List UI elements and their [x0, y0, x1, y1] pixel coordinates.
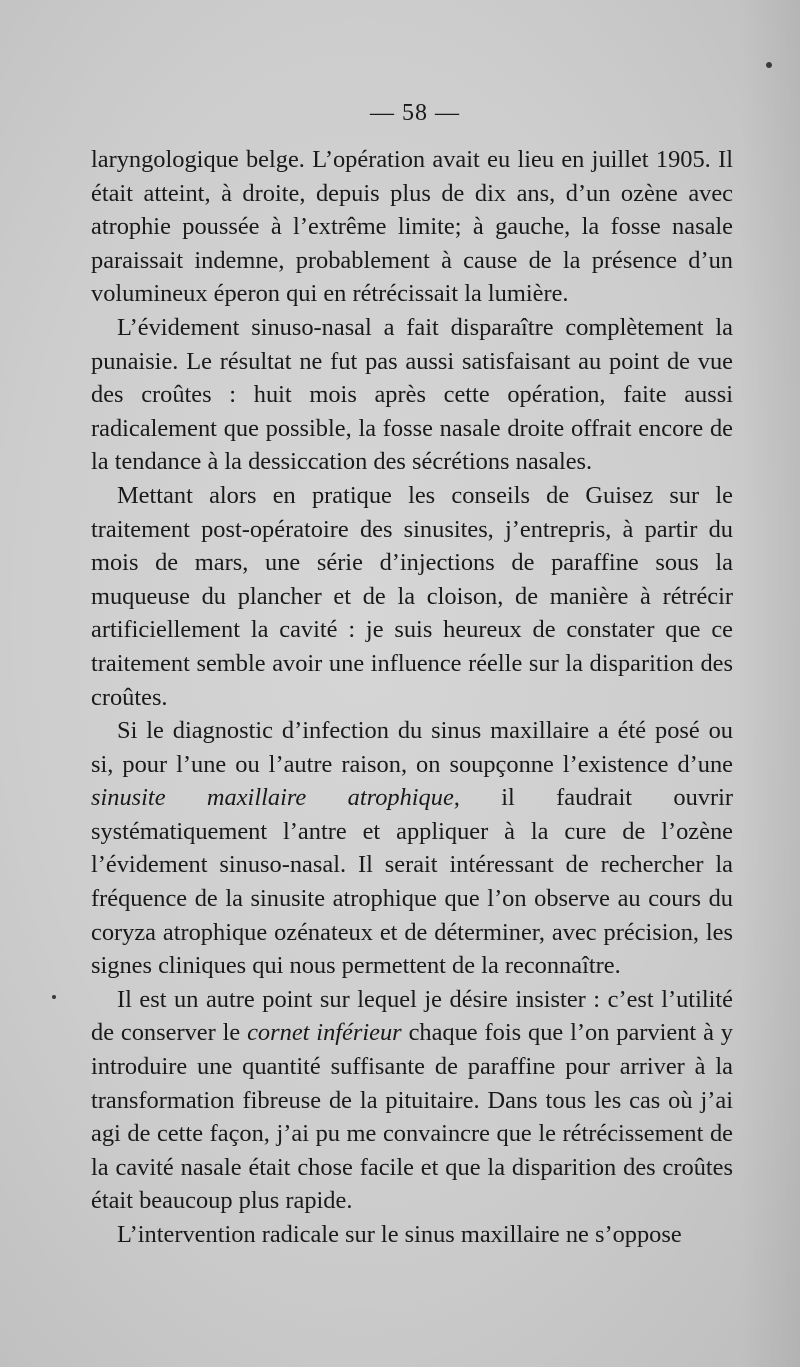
paragraph-text: Si le diagnostic d’infection du sinus maxillaire a été posé ou si, pour l’une ou l’autre raison, on soupçonne l’existence d’une [91, 717, 733, 778]
italic-text: cornet inférieur [247, 1019, 402, 1047]
paragraph [91, 983, 733, 1218]
paragraph [91, 1218, 733, 1252]
paragraph-text: Il est un autre point sur lequel je désire insister : c’est l’utilité de conserver le [91, 985, 733, 1047]
italic-text: sinusite maxillaire atrophique, [91, 784, 460, 812]
print-speck [766, 62, 772, 68]
body-text [91, 143, 733, 1252]
paragraph-text: L’évidement sinuso-nasal a fait disparaître complètement la punaisie. Le résultat ne fut pas aussi satisfaisant au point de vue des croûtes : huit mois après cette opération, faite aussi radicalement que possible, la fosse nasale droite offrait encore de la tendance à la dessiccation des sécrétions nasales. [91, 313, 733, 476]
paragraph-text: chaque fois que l’on parvient à y introduire une quantité suffisante de paraffine pour arriver à la transformation fibreuse de la pituitaire. Dans tous les cas où j’ai agi de cette façon, j’ai pu me convaincre que le rétrécissement de la cavité nasale était chose facile et que la disparition des croûtes était beaucoup plus rapide. [91, 1019, 734, 1215]
paragraph-text: L’intervention radicale sur le sinus maxillaire ne s’oppose [117, 1221, 682, 1248]
paragraph [91, 143, 733, 311]
page-edge-shadow [740, 0, 800, 1367]
paragraph-text: Mettant alors en pratique les conseils de Guisez sur le traitement post-opératoire des sinusites, j’entrepris, à partir du mois de mars, une série d’injections de paraffine sous la muqueuse du plancher et de la cloison, de manière à rétrécir artificiellement la cavité : je suis heureux de constater que ce traitement semble avoir une influence réelle sur la disparition des croûtes. [91, 481, 733, 711]
paragraph-text: laryngologique belge. L’opération avait eu lieu en juillet 1905. Il était atteint, à droite, depuis plus de dix ans, d’un ozène avec atrophie poussée à l’extrême limite; à gauche, la fosse nasale paraissait indemne, probablement à cause de la présence d’un volumineux éperon qui en rétrécissait la lumière. [91, 146, 733, 308]
paragraph [91, 311, 733, 479]
paragraph [91, 479, 733, 714]
print-speck [52, 995, 56, 999]
paragraph [91, 714, 733, 983]
page-number: — 58 — [370, 100, 460, 126]
paragraph-text: il faudrait ouvrir systématiquement l’antre et appliquer à la cure de l’ozène l’évidement sinuso-nasal. Il serait intéressant de rechercher la fréquence de la sinusite atrophique que l’on observe au cours du coryza atrophique ozénateux et de déterminer, avec précision, les signes cliniques qui nous permettent de la reconnaître. [91, 784, 734, 980]
